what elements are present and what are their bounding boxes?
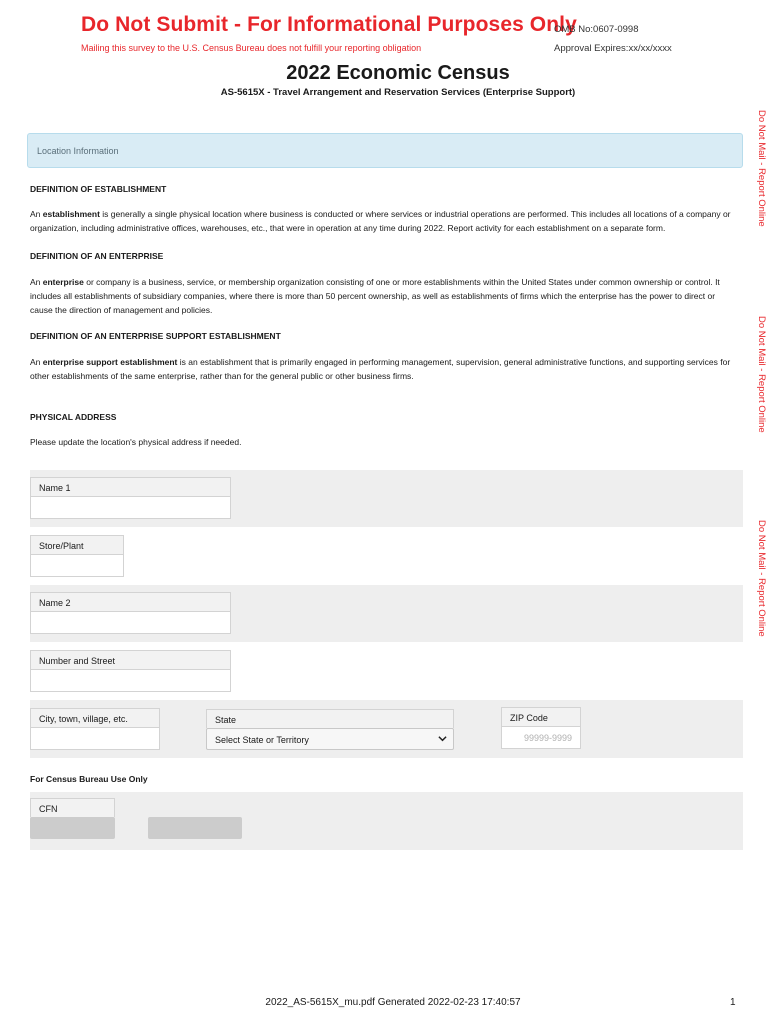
section-label: Location Information bbox=[37, 146, 119, 156]
city-input[interactable] bbox=[30, 727, 160, 750]
name2-field bbox=[30, 592, 231, 634]
cfn-label: CFN bbox=[30, 798, 115, 817]
physical-address-instruction: Please update the location's physical address if needed. bbox=[30, 437, 242, 447]
establishment-heading: DEFINITION OF ESTABLISHMENT bbox=[30, 184, 167, 194]
street-field bbox=[30, 650, 231, 692]
location-information-section bbox=[27, 133, 743, 168]
side-note-do-not-mail: Do Not Mail - Report Online bbox=[756, 316, 767, 433]
census-use-heading: For Census Bureau Use Only bbox=[30, 774, 148, 784]
support-establishment-definition: An enterprise support establishment is an establishment that is primarily engaged in performing management, supervision, general administrative functions, and supporting services for other establishments of the same enterprise, rather than for the general public or other business firms. bbox=[30, 357, 731, 381]
name2-label: Name 2 bbox=[30, 592, 231, 611]
state-select[interactable] bbox=[206, 728, 454, 750]
enterprise-definition: An enterprise or company is a business, service, or membership organization consisting of one or more establishments within the United States under common ownership or control. It includes all establishments of subsidiary companies, where there is more than 50 percent ownership, as well as establishments of firms which the enterprise has the power to direct or cause the direction of management and policies. bbox=[30, 277, 720, 315]
store-plant-input[interactable] bbox=[30, 554, 124, 577]
state-selected-value: Select State or Territory bbox=[215, 735, 309, 745]
page-title: 2022 Economic Census bbox=[286, 62, 510, 84]
cfn-secondary-box bbox=[148, 817, 242, 839]
store-plant-label: Store/Plant bbox=[30, 535, 124, 554]
street-label: Number and Street bbox=[30, 650, 231, 669]
chevron-down-icon bbox=[438, 734, 447, 743]
name1-label: Name 1 bbox=[30, 477, 231, 496]
side-note-do-not-mail: Do Not Mail - Report Online bbox=[756, 110, 767, 227]
name1-input[interactable] bbox=[30, 496, 231, 519]
cfn-field bbox=[30, 798, 115, 817]
support-establishment-heading: DEFINITION OF AN ENTERPRISE SUPPORT ESTABLISHMENT bbox=[30, 331, 281, 341]
approval-expires: Approval Expires:xx/xx/xxxx bbox=[554, 43, 672, 54]
footer-generated: 2022_AS-5615X_mu.pdf Generated 2022-02-23 17:40:57 bbox=[265, 997, 521, 1008]
warning-title: Do Not Submit - For Informational Purposes Only bbox=[81, 13, 577, 36]
omb-number: OMB No:0607-0998 bbox=[554, 24, 639, 35]
census-use-band bbox=[30, 792, 743, 850]
zip-label: ZIP Code bbox=[501, 707, 581, 726]
name1-field bbox=[30, 477, 231, 519]
state-label: State bbox=[206, 709, 454, 728]
street-input[interactable] bbox=[30, 669, 231, 692]
zip-field bbox=[501, 707, 581, 749]
cfn-value-box bbox=[30, 817, 115, 839]
name2-input[interactable] bbox=[30, 611, 231, 634]
city-field bbox=[30, 708, 160, 750]
store-plant-field bbox=[30, 535, 124, 577]
establishment-definition: An establishment is generally a single physical location where business is conducted or where services or industrial operations are performed. This includes all locations of a company or organization, including administrative offices, warehouses, etc., that were in operation at any time during 2022. Report activity for each establishment on a separate form. bbox=[30, 209, 731, 233]
city-label: City, town, village, etc. bbox=[30, 708, 160, 727]
state-field bbox=[206, 709, 454, 750]
page-number: 1 bbox=[730, 997, 736, 1008]
enterprise-heading: DEFINITION OF AN ENTERPRISE bbox=[30, 251, 164, 261]
side-note-do-not-mail: Do Not Mail - Report Online bbox=[756, 520, 767, 637]
form-subtitle: AS-5615X - Travel Arrangement and Reservation Services (Enterprise Support) bbox=[220, 87, 576, 98]
warning-subtitle: Mailing this survey to the U.S. Census Bureau does not fulfill your reporting obligation bbox=[81, 43, 422, 53]
physical-address-heading: PHYSICAL ADDRESS bbox=[30, 412, 117, 422]
zip-input[interactable]: 99999-9999 bbox=[501, 726, 581, 749]
